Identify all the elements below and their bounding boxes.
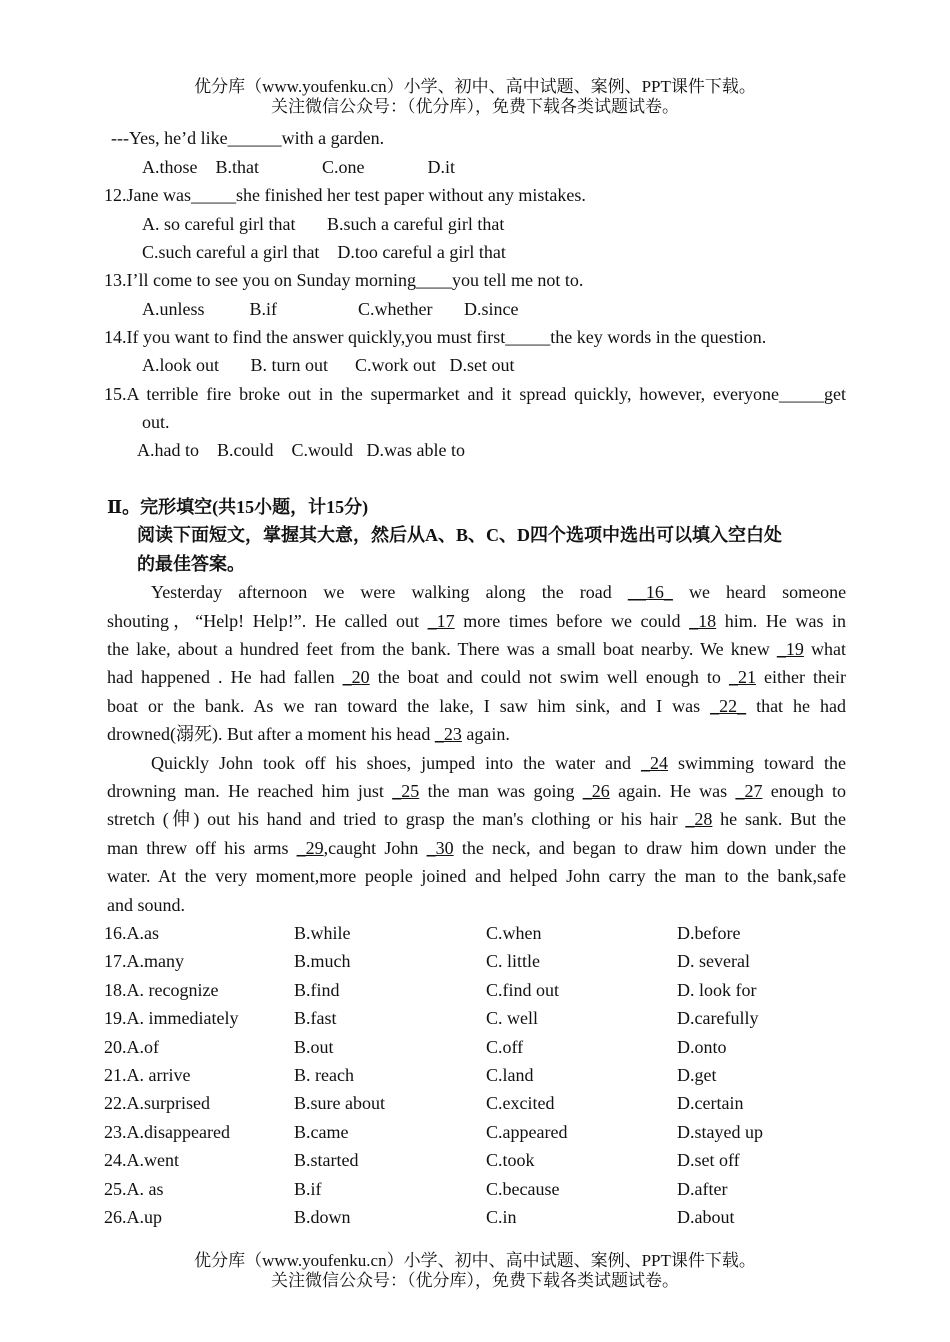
blank-25: _25 [392,781,420,801]
q15-options: A.had to B.could C.would D.was able to [137,440,465,460]
option-choice: B.down [294,1207,351,1227]
q11-options: A.those B.that C.one D.it [142,157,455,177]
blank-23: _23 [434,724,462,744]
blank-26: _26 [582,781,610,801]
option-choice: C.excited [486,1093,555,1114]
q13-stem: 13.I’ll come to see you on Sunday morning____you tell me not to. [104,270,584,290]
blank-20: _20 [342,667,370,687]
blank-28: _28 [685,809,713,829]
blank-24: _24 [641,753,669,773]
page-header-line1: 优分库（www.youfenku.cn）小学、初中、高中试题、案例、PPT课件下载。 [194,77,756,96]
blank-29: _29 [296,838,324,858]
option-choice: D.about [677,1207,735,1227]
option-choice: C. well [486,1008,538,1029]
option-choice: B.started [294,1150,359,1171]
blank-16: __16_ [627,582,673,602]
option-question: 25.A. as [104,1178,164,1199]
passage-line: Yesterday afternoon we were walking along the road __16_ we heard someone [151,582,847,602]
option-question: 19.A. immediately [104,1008,239,1029]
option-choice: C.appeared [486,1121,568,1142]
passage-line: had happened . He had fallen _20 the boat and could not swim well enough to _21 either their [107,667,847,687]
option-choice: D.certain [677,1093,744,1114]
q15-stem-cont: out. [142,412,170,432]
option-question: 21.A. arrive [104,1065,191,1085]
blank-17: _17 [427,611,455,631]
q14-stem: 14.If you want to find the answer quickly,you must first_____the key words in the question. [104,327,767,347]
passage-line: the lake, about a hundred feet from the bank. There was a small boat nearby. We knew _19 what [107,639,847,659]
option-question: 26.A.up [104,1207,162,1227]
option-choice: B.if [294,1178,322,1199]
option-question: 17.A.many [104,951,184,972]
blank-30: _30 [426,838,454,858]
q15-stem: 15.A terrible fire broke out in the supermarket and it spread quickly, however, everyone_____get [104,384,846,404]
passage-line: boat or the bank. As we ran toward the lake, I saw him sink, and I was _22_ that he had [107,696,846,716]
option-choice: D.before [677,923,741,943]
option-choice: B.find [294,979,340,1000]
option-choice: B.while [294,923,351,943]
option-choice: C.off [486,1036,524,1057]
option-question: 22.A.surprised [104,1093,210,1114]
option-question: 18.A. recognize [104,979,219,1000]
passage-line: drowned(溺死). But after a moment his head _23 again. [107,724,510,744]
option-choice: C.in [486,1207,517,1227]
passage-line: Quickly John took off his shoes, jumped into the water and _24 swimming toward the [151,753,847,773]
q14-options: A.look out B. turn out C.work out D.set out [142,355,515,375]
option-choice: B.sure about [294,1093,385,1114]
option-choice: D. several [677,951,750,972]
q11-answer-line: ---Yes, he’d like______with a garden. [111,128,385,148]
option-choice: B.much [294,951,351,972]
q12-options-2: C.such careful a girl that D.too careful a girl that [142,242,506,262]
page-header-line2: 关注微信公众号：（优分库），免费下载各类试题试卷。 [271,97,679,116]
option-question: 23.A.disappeared [104,1121,230,1142]
q12-options-1: A. so careful girl that B.such a careful girl that [142,214,505,234]
option-choice: C. little [486,951,540,972]
section-title: Ⅱ。完形填空(共15小题，计15分) [107,497,369,517]
option-choice: B. reach [294,1065,354,1085]
page-footer-line2: 关注微信公众号：（优分库），免费下载各类试题试卷。 [271,1271,679,1290]
passage-line: shouting，“Help! Help!”. He called out _17 more times before we could _18 him. He was in [107,611,847,631]
option-choice: C.when [486,923,542,943]
option-choice: D.after [677,1178,728,1199]
option-choice: B.came [294,1121,349,1142]
instruction-line1: 阅读下面短文，掌握其大意，然后从A、B、C、D四个选项中选出可以填入空白处 [137,525,782,545]
blank-21: _21 [728,667,756,687]
passage-line: man threw off his arms _29,caught John _30 the neck, and began to draw him down under the [107,838,847,858]
option-choice: D.carefully [677,1008,759,1029]
passage-line: water. At the very moment,more people joined and helped John carry the man to the bank,safe [107,866,846,886]
option-choice: C.find out [486,979,560,1000]
option-question: 20.A.of [104,1036,159,1057]
q12-stem: 12.Jane was_____she finished her test paper without any mistakes. [104,185,586,205]
option-choice: C.took [486,1150,535,1171]
option-choice: D.get [677,1065,717,1085]
blank-18: _18 [689,611,717,631]
blank-27: _27 [735,781,763,801]
option-choice: D.onto [677,1036,727,1057]
passage-line: and sound. [107,895,185,915]
option-choice: D.set off [677,1150,740,1171]
option-choice: B.fast [294,1008,337,1029]
page-footer-line1: 优分库（www.youfenku.cn）小学、初中、高中试题、案例、PPT课件下载。 [194,1251,756,1270]
option-choice: B.out [294,1036,334,1057]
option-choice: C.land [486,1065,534,1085]
q13-options: A.unless B.if C.whether D.since [142,299,519,319]
option-choice: C.because [486,1178,560,1199]
instruction-line2: 的最佳答案。 [137,554,245,574]
passage-line: stretch (伸) out his hand and tried to grasp the man's clothing or his hair _28 he sank. But the [107,809,846,829]
option-choice: D.stayed up [677,1121,763,1142]
blank-19: _19 [776,639,804,659]
option-question: 24.A.went [104,1150,179,1171]
option-choice: D. look for [677,979,757,1000]
blank-22: _22_ [710,696,747,716]
option-question: 16.A.as [104,923,159,943]
passage-line: drowning man. He reached him just _25 the man was going _26 again. He was _27 enough to [107,781,847,801]
